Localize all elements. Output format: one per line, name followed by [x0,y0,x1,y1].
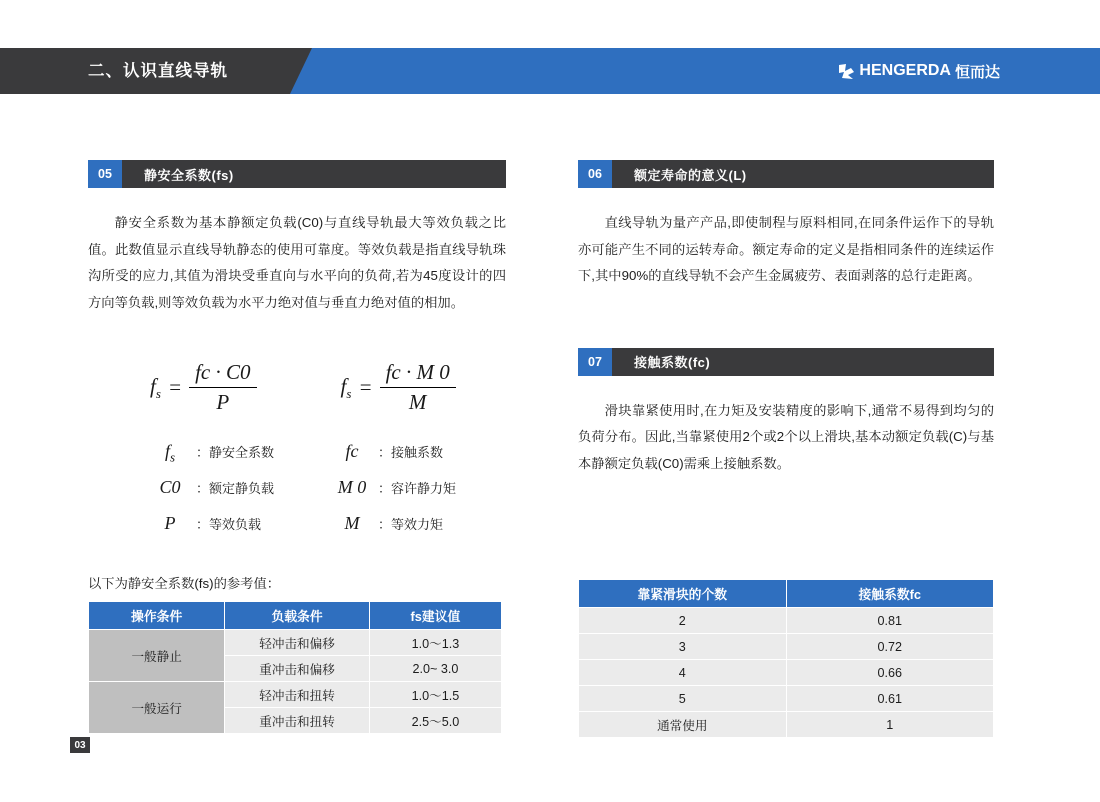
table-cell-fc: 1 [786,712,994,738]
table-row [579,608,994,634]
fs-reference-table [88,601,502,734]
page-number-badge: 03 [70,737,90,753]
legend-item [326,477,456,502]
table-header-cell: 操作条件 [89,602,225,630]
table-header-row [89,602,502,630]
right-column [578,160,994,478]
formula2-fraction [380,360,456,415]
table-row [579,686,994,712]
table-header-cell: 负载条件 [225,602,370,630]
table-cell-fc: 0.72 [786,634,994,660]
table-row [579,660,994,686]
legend-description: ：静安全系数 [196,445,275,461]
legend-item [144,477,274,502]
formula1-fraction [189,360,256,415]
formula-fs-c0 [150,360,257,415]
legend-item [326,441,456,466]
section-title-07: 接触系数(fc) [634,355,711,371]
formula2-equals: = [358,375,373,400]
section-body-05: 静安全系数为基本静额定负载(C0)与直线导轨最大等效负载之比值。此数值显示直线导轨静态的使用可靠度。等效负载是指直线导轨珠沟所受的应力,其值为滑块受垂直向与水平向的负荷,若为45度设计的四方向等负载,则等效负载为水平力绝对值与垂直力绝对值的相加。 [88,215,506,310]
formula1-equals: = [167,375,183,400]
formula1-denominator: P [216,390,230,415]
table-cell-value: 2.0~ 3.0 [369,656,501,682]
fc-reference-table [578,579,994,738]
section-title-06: 额定寿命的意义(L) [634,167,747,183]
legend-item [144,441,274,466]
legend-description: ：等效负载 [196,516,262,532]
table-cell-value: 1.0～1.5 [369,682,501,708]
legend-item [326,513,456,538]
fc-table-section [578,579,994,738]
table-cell-fc: 0.81 [786,608,994,634]
legend-description: ：额定静负载 [196,480,275,496]
table-header-cell: fs建议值 [369,602,501,630]
section-number-05: 05 [88,160,122,188]
fs-table-caption: 以下为静安全系数(fs)的参考值： [88,576,281,591]
formula1-numerator: fc · C0 [189,360,256,388]
table-row [89,630,502,656]
legend-item [144,513,274,538]
logo-mark-icon [838,63,855,80]
table-cell-fc: 0.66 [786,660,994,686]
logo-cn-text: 恒而达 [954,63,1000,81]
section-header-05 [88,160,506,188]
legend-symbol: M [344,512,360,533]
table-cell-count: 3 [579,634,787,660]
page-title: 二、认识直线导轨 [88,62,228,80]
table-row [579,634,994,660]
table-cell-condition: 一般运行 [89,682,225,734]
table-cell-load: 重冲击和偏移 [225,656,370,682]
table-cell-count: 通常使用 [579,712,787,738]
table-cell-value: 2.5～5.0 [369,708,501,734]
formula1-lhs: $f_s$ [150,373,161,401]
table-header-cell: 接触系数fc [786,580,994,608]
table-cell-condition: 一般静止 [89,630,225,682]
legend-symbol: M 0 [337,476,367,497]
table-cell-count: 4 [579,660,787,686]
formula2-lhs: $f_s$ [340,373,352,401]
table-row [89,682,502,708]
table-cell-count: 2 [579,608,787,634]
table-cell-value: 1.0～1.3 [369,630,501,656]
section-header-07 [578,348,994,376]
section-title-05: 静安全系数(fs) [144,167,234,183]
logo-text: HENGERDA [859,62,951,79]
table-cell-fc: 0.61 [786,686,994,712]
formula-row [88,360,506,415]
table-cell-load: 重冲击和扭转 [225,708,370,734]
section-body-07: 滑块靠紧使用时,在力矩及安装精度的影响下,通常不易得到均匀的负荷分布。因此,当靠紧使用2个或2个以上滑块,基本动额定负载(C)与基本静额定负载(C0)需乘上接触系数。 [578,402,994,471]
left-column [88,160,506,537]
section-number-07: 07 [578,348,612,376]
table-cell-load: 轻冲击和偏移 [225,630,370,656]
formula-fs-m0 [341,360,456,415]
legend-symbol: C0 [159,476,181,497]
legend-symbol: P [164,512,176,533]
table-header-cell: 靠紧滑块的个数 [579,580,787,608]
table-row [579,712,994,738]
brand-logo [838,48,1000,94]
legend-symbol: fc [345,441,359,462]
legend-symbol: $f_s$ [164,441,176,465]
legend-column-left [144,441,274,537]
legend-description: ：等效力矩 [378,516,444,532]
formula2-numerator: fc · M 0 [380,360,456,388]
table-cell-count: 5 [579,686,787,712]
legend-description: ：接触系数 [378,445,444,461]
formula2-denominator: M [408,390,427,415]
legend-column-right [326,441,456,537]
table-cell-load: 轻冲击和扭转 [225,682,370,708]
section-body-06: 直线导轨为量产产品,即使制程与原料相同,在同条件运作下的导轨亦可能产生不同的运转寿命。额定寿命的定义是指相同条件的连续运作下,其中90%的直线导轨不会产生金属疲劳、表面剥落的总行走距离。 [578,215,994,284]
section-07-wrapper [578,348,994,478]
formula-legend [88,441,506,537]
fs-table-section [88,573,502,734]
section-number-06: 06 [578,160,612,188]
table-header-row [579,580,994,608]
legend-description: ：容许静力矩 [378,480,457,496]
page-header [0,48,1100,94]
section-header-06 [578,160,994,188]
